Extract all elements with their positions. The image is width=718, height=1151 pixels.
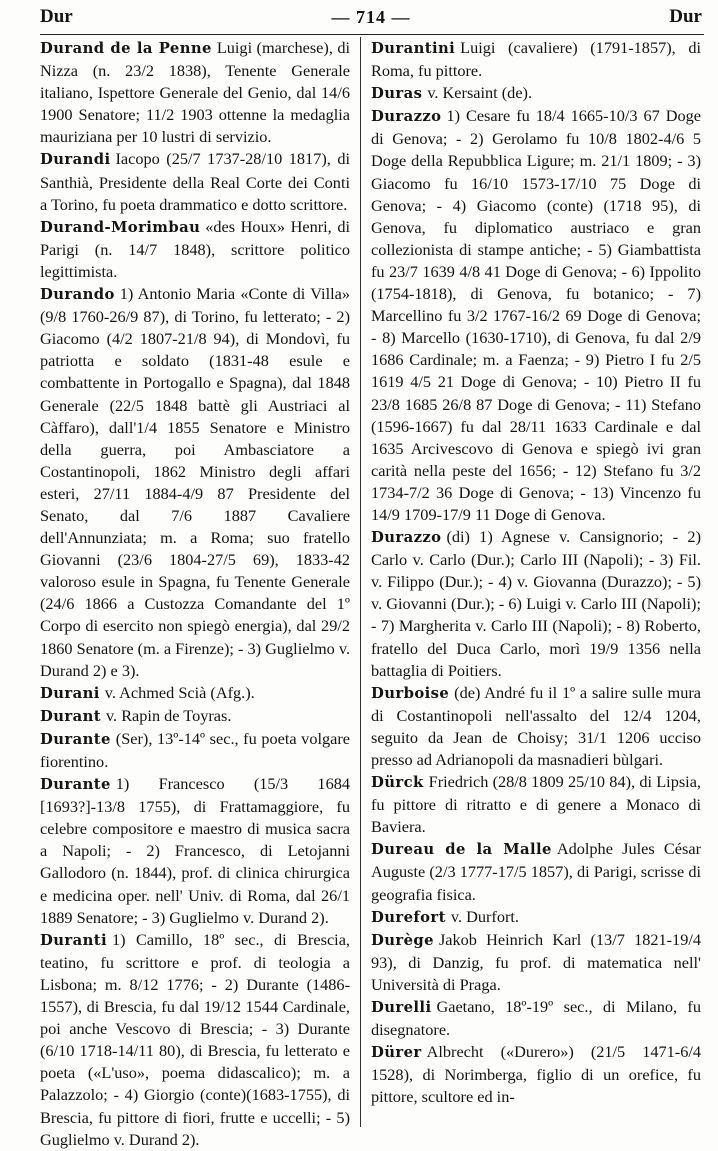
header-rule [40,34,704,35]
page-number: — 714 — [331,6,411,27]
entry-text: Jakob Heinrich Karl (13/7 1821-19/4 93), di Danzig, fu prof. di matematica nell' Università di Praga. [371,929,701,994]
entry-headword: Durand-Morimbau [40,218,201,236]
entry-text: Albrecht («Durero») (21/5 1471-6/4 1528), di Norimberga, figlio di un orefice, fu pittore, scultore ed in- [371,1042,701,1107]
entry-text: (di) 1) Agnese v. Cansignorio; - 2) Carlo v. Carlo (Dur.); Carlo III (Napoli); - 3) Fil. v. Filippo (Dur.); - 4) v. Giovanna (Durazzo); - 5) v. Giovanni (Dur.); - 6) Luigi v. Carlo III (Napoli); - 7) Margherita v. Carlo III (Napoli); - 8) Roberto, fratello del Duca Carlo, morì 19/9 1356 nella battaglia di Poitiers. [371,527,701,680]
entry-headword: Durefort [371,908,446,926]
entry-text: Iacopo (25/7 1737-28/10 1817), di Santhià, Presidente della Real Corte dei Conti a Torino, fu poeta drammatico e dotto scrittore. [40,149,350,214]
entry-text: 1) Francesco (15/3 1684 [1693?]-13/8 1755), di Frattamaggiore, fu celebre compositore e maestro di musica sacra a Napoli; - 2) Francesco, di Letojanni Gallodoro (n. 1844), prof. di clinica chirurgica e medicina oper. nell' Univ. di Roma, dal 26/1 1889 Senatore; - 3) Guglielmo v. Durand 2). [40,774,350,927]
entry-text: (de) André fu il 1º a salire sulle mura di Costantinopoli nell'assalto del 12/4 1204, seguito da Jean de Choisy; 31/1 1206 ucciso presso ad Adrianopoli da masnadieri bùlgari. [371,682,701,769]
entry [40,283,350,682]
entry-headword: Durani [40,684,100,702]
entry-text: 1) Cesare fu 18/4 1665-10/3 67 Doge di Genova; - 2) Gerolamo fu 10/8 1802-4/6 5 Doge della Repubblica Ligure; m. 21/1 1809; - 3) Giacomo fu 16/10 1573-17/10 75 Doge di Genova; - 4) Giacomo (conte) (1718 95), di Genova, fu diplomatico austriaco e gran collezionista di stampe antiche; - 5) Giambattista fu 23/7 1639 4/8 41 Doge di Genova; - 6) Ippolito (1754-1818), di Genova, fu botanico; - 7) Marcellino fu 3/2 1767-16/2 69 Doge di Genova; - 8) Marcello (1630-1710), di Genova, fu dal 2/9 1686 Cardinale; m. a Faenza; - 9) Pietro I fu 2/5 1619 4/5 21 Doge di Genova; - 10) Pietro II fu 23/8 1685 26/8 87 Doge di Genova; - 11) Stefano (1596-1667) fu dal 28/11 1633 Cardinale e dal 1635 Arcivescovo di Genova e spiegò ivi gran carità nella peste del 1656; - 12) Stefano fu 3/2 1734-7/2 36 Doge di Genova; - 13) Vincenzo fu 14/9 1709-17/9 11 Doge di Genova. [371,106,701,524]
entry [371,771,701,838]
entry-text: Friedrich (28/8 1809 25/10 84), di Lipsia, fu pittore di ritratto e di genere a Monaco di Baviera. [371,772,701,837]
entry [371,82,701,105]
running-head [40,2,702,32]
entry-headword: Duras [371,85,423,103]
entry-text: «des Houx» Henri, di Parigi (n. 14/7 1848), scrittore politico legittimista. [40,216,350,281]
entry-headword: Durboise [371,684,450,702]
entry-text: Luigi (marchese), di Nizza (n. 23/2 1838), Tenente Generale italiano, Ispettore Generale del Genio, dal 14/6 1900 Senatore; 11/2 1903 ottenne la medaglia mauriziana per 10 lustri di servizio. [40,38,350,147]
entry [40,929,350,1151]
entry-text: v. Durfort. [450,906,519,926]
entry [40,148,350,215]
entry-text: 1) Antonio Maria «Conte di Villa» (9/8 1760-26/9 87), di Torino, fu letterato; - 2) Giacomo (4/2 1807-21/8 94), di Mondovì, fu patriotta e soldato (1831-48 esule e combattente in Portogallo e Spagna), dal 1848 Generale (22/5 1848 battè gli Austriaci al Càffaro), dall'1/4 1855 Senatore e Ministro della guerra, poi Ambasciatore a Costantinopoli, 1862 Ministro degli affari esteri, 27/11 1884-4/9 87 Presidente del Senato, dal 7/6 1887 Cavaliere dell'Annunziata; m. a Roma; suo fratello Giovanni (23/6 1804-27/5 69), 1833-42 valoroso esule in Spagna, fu Tenente Generale (24/6 1866 a Custozza Comandante del 1º Corpo di esercito non spiegò energia), dal 29/2 1860 Senatore (m. a Firenze); - 3) Guglielmo v. Durand 2) e 3). [40,284,351,680]
entry-headword: Durantini [371,40,456,57]
entry-text: Adolphe Jules César Auguste (2/3 1777-17/5 1857), di Parigi, scrisse di geografia fisica. [371,839,701,904]
entry [371,996,701,1041]
entry [40,728,350,773]
entry [40,705,350,728]
entry-text: Gaetano, 18º-19º sec., di Milano, fu disegnatore. [371,997,701,1040]
entry-headword: Dürer [371,1044,422,1062]
entry-headword: Durante [40,730,111,748]
entry-text: (Ser), 13º-14º sec., fu poeta volgare fiorentino. [40,728,350,771]
entry-headword: Durando [40,286,115,304]
entry-headword: Durelli [371,999,432,1017]
entry-headword: Durante [40,776,111,794]
entry-text: v. Achmed Scià (Afg.). [104,682,255,702]
right-column [371,37,701,1133]
entry-headword: Durand de la Penne [40,40,212,57]
entry [371,1041,701,1108]
entry-text: Luigi (cavaliere) (1791-1857), di Roma, fu pittore. [371,38,701,81]
entry-headword: Durant [40,707,101,725]
entry-text: 1) Camillo, 18º sec., di Brescia, teatino, fu scrittore e prof. di teologia a Lisbona; m. 8/12 1776; - 2) Durante (1486-1557), di Brescia, fu dal 19/12 1544 Cardinale, poi anche Vescovo di Brescia; - 3) Durante (6/10 1718-14/11 80), di Brescia, fu letterato e poeta («L'uso», poema didascalico); m. a Palazzolo; - 4) Giorgio (conte)(1683-1755), di Brescia, fu pittore di fiori, frutte e uccelli; - 5) Guglielmo v. Durand 2). [40,929,350,1149]
entry [40,216,350,283]
entry-headword: Duranti [40,931,107,949]
entry-text: v. Kersaint (de). [427,83,533,103]
entry-headword: Durazzo [371,529,442,547]
entry [40,37,350,148]
entry [40,773,350,929]
running-head-left: Dur [40,6,73,27]
entry [371,838,701,905]
running-head-right: Dur [669,6,702,27]
entry [371,929,701,996]
entry [371,906,701,929]
entry-headword: Durazzo [371,108,442,126]
entry [40,682,350,705]
entry-headword: Dürck [371,774,424,792]
left-column [40,37,351,1149]
entry [371,37,701,82]
entry-headword: Durège [371,931,434,949]
entry [371,526,701,682]
entry [371,105,701,526]
entry [371,682,701,771]
entry-headword: Dureau de la Malle [371,841,552,859]
entry-headword: Durandi [40,151,111,169]
column-divider [360,37,361,1127]
entry-text: v. Rapin de Toyras. [105,705,232,725]
